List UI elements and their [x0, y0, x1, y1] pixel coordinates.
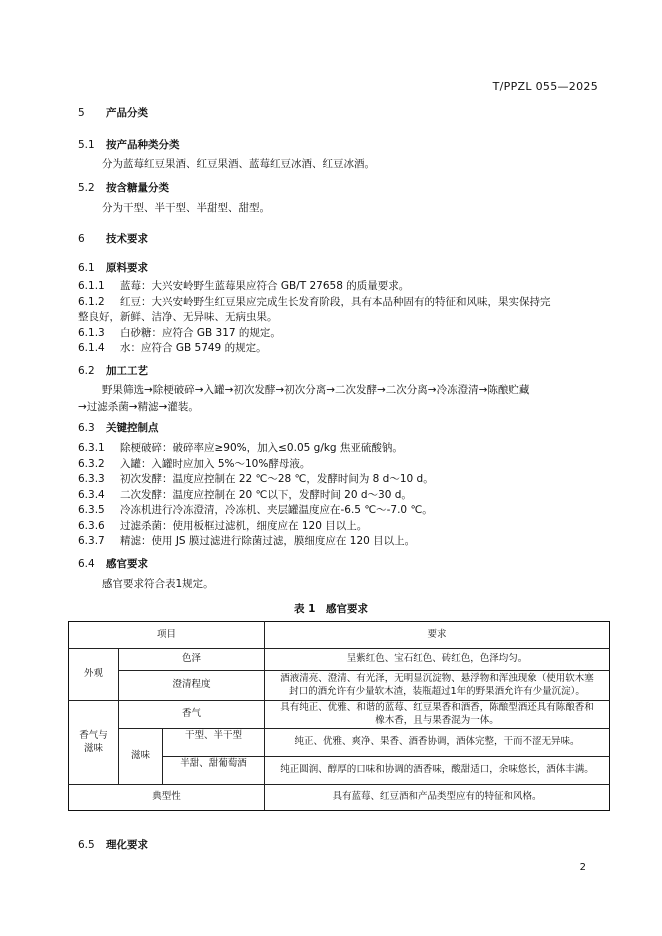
section-6-2-heading	[78, 364, 148, 378]
clause-text: 入罐：入罐时应加入 5%～10%酵母液。	[120, 458, 311, 470]
clause-text: 除梗破碎：破碎率应≥90%，加入≤0.05 g/kg 焦亚硫酸钠。	[120, 442, 403, 454]
clause-number: 6.3.6	[78, 520, 105, 532]
clause-text: 白砂糖：应符合 GB 317 的规定。	[120, 327, 281, 339]
section-title: 感官要求	[106, 558, 148, 570]
section-6-4-heading	[78, 557, 148, 571]
section-title: 加工工艺	[106, 365, 148, 377]
clause-text: 冷冻机进行冷冻澄清，冷冻机、夹层罐温度应在-6.5 ℃～-7.0 ℃。	[120, 504, 433, 516]
clause-6-3-2	[78, 457, 310, 471]
page-number: 2	[579, 862, 586, 873]
clause-6-3-1	[78, 441, 403, 455]
typicity-cell: 典型性	[69, 785, 265, 811]
clause-number: 6.3.7	[78, 535, 105, 547]
table-row	[69, 649, 610, 671]
aroma-taste-cell	[69, 701, 119, 785]
section-title: 理化要求	[106, 839, 148, 851]
clause-number: 6.3.3	[78, 473, 105, 485]
aroma-requirement-cell	[265, 701, 610, 729]
section-title: 产品分类	[106, 107, 148, 119]
section-title: 技术要求	[106, 233, 148, 245]
section-title: 按含糖量分类	[106, 182, 169, 194]
clause-text: 精滤：使用 JS 膜过滤进行除菌过滤，膜细度应在 120 目以上。	[120, 535, 416, 547]
clarity-requirement-cell	[265, 671, 610, 701]
clause-6-3-4	[78, 488, 412, 502]
section-number: 5	[78, 107, 85, 119]
clause-number: 6.1.3	[78, 327, 105, 339]
section-number: 6.3	[78, 422, 95, 434]
section-5-heading	[78, 106, 148, 120]
clause-6-1-2-continuation: 整良好，新鲜、洁净、无异味、无病虫果。	[78, 311, 278, 323]
sensory-requirements-table	[68, 621, 610, 811]
clause-6-3-7	[78, 534, 415, 548]
header-item: 项目	[69, 622, 265, 649]
section-title: 按产品种类分类	[106, 139, 180, 151]
document-code: T/PPZL 055—2025	[492, 80, 598, 93]
section-title: 原料要求	[106, 262, 148, 274]
typicity-requirement-cell: 具有蓝莓、红豆酒和产品类型应有的特征和风格。	[265, 785, 610, 811]
clause-text: 红豆：大兴安岭野生红豆果应完成生长发育阶段，具有本品种固有的特征和风味，果实保持完	[120, 296, 551, 308]
clause-6-3-3	[78, 472, 434, 486]
color-requirement-cell: 呈紫红色、宝石红色、砖红色，色泽均匀。	[265, 649, 610, 671]
sweet-requirement-cell: 纯正圆润、醇厚的口味和协调的酒香味，酸甜适口，余味悠长，酒体丰满。	[265, 757, 610, 785]
section-5-1-heading	[78, 138, 180, 152]
clause-text: 蓝莓：大兴安岭野生蓝莓果应符合 GB/T 27658 的质量要求。	[120, 280, 410, 292]
section-number: 6.1	[78, 262, 95, 274]
clause-number: 6.3.4	[78, 489, 105, 501]
dry-type-cell: 干型、半干型	[163, 729, 265, 757]
requirement-line: 具有纯正、优雅、和谐的蓝莓、红豆果香和酒香，陈酿型酒还具有陈酿香和	[280, 702, 594, 713]
section-number: 6.5	[78, 839, 95, 851]
clause-number: 6.1.2	[78, 296, 105, 308]
section-number: 5.1	[78, 139, 95, 151]
clause-text: 二次发酵：温度应控制在 20 ℃以下，发酵时间 20 d～30 d。	[120, 489, 412, 501]
sweet-type-cell: 半甜、甜葡萄酒	[163, 757, 265, 785]
header-requirement: 要求	[265, 622, 610, 649]
section-6-5-heading	[78, 838, 148, 852]
section-number: 6.4	[78, 558, 95, 570]
section-number: 6.2	[78, 365, 95, 377]
table-row	[69, 701, 610, 729]
clause-6-3-6	[78, 519, 367, 533]
clause-6-1-3	[78, 326, 281, 340]
clause-text: 过滤杀菌：使用板框过滤机，细度应在 120 目以上。	[120, 520, 368, 532]
section-6-4-text: 感官要求符合表1规定。	[102, 578, 214, 590]
requirement-line: 封口的酒允许有少量软木渣，装瓶超过1年的野果酒允许有少量沉淀）。	[289, 685, 585, 697]
clause-number: 6.3.1	[78, 442, 105, 454]
aroma-cell: 香气	[119, 701, 265, 729]
taste-cell: 滋味	[119, 729, 163, 785]
clause-text: 初次发酵：温度应控制在 22 ℃～28 ℃，发酵时间为 8 d～10 d。	[120, 473, 434, 485]
requirement-line: 橡木香，且与果香混为一体。	[375, 714, 499, 726]
table-row	[69, 729, 610, 757]
clarity-cell: 澄清程度	[119, 671, 265, 701]
section-5-2-heading	[78, 181, 169, 195]
clause-6-1-4	[78, 341, 267, 355]
aroma-taste-label-line: 滋味	[83, 742, 103, 754]
clause-number: 6.1.1	[78, 280, 105, 292]
section-6-heading	[78, 232, 148, 246]
section-5-1-text: 分为蓝莓红豆果酒、红豆果酒、蓝莓红豆冰酒、红豆冰酒。	[102, 158, 375, 170]
clause-6-1-1	[78, 279, 409, 293]
dry-requirement-cell: 纯正、优雅、爽净、果香、酒香协调，酒体完整，干而不涩无异味。	[265, 729, 610, 757]
section-number: 6	[78, 233, 85, 245]
table-row	[69, 785, 610, 811]
clause-number: 6.1.4	[78, 342, 105, 354]
process-flow-line-2: →过滤杀菌→精滤→灌装。	[78, 401, 199, 413]
table-1-title: 表 1 感官要求	[294, 603, 368, 615]
process-flow-line-1: 野果筛选→除梗破碎→入罐→初次发酵→初次分离→二次发酵→二次分离→冷冻澄清→陈酿贮藏	[102, 384, 530, 396]
aroma-taste-label-line: 香气与	[79, 730, 108, 741]
clause-text: 水：应符合 GB 5749 的规定。	[120, 342, 267, 354]
requirement-line: 酒液清亮、澄清、有光泽，无明显沉淀物、悬浮物和浑浊现象（使用软木塞	[280, 673, 594, 684]
section-number: 5.2	[78, 182, 95, 194]
section-title: 关键控制点	[106, 422, 159, 434]
section-6-3-heading	[78, 421, 159, 435]
clause-6-3-5	[78, 503, 433, 517]
section-6-1-heading	[78, 261, 148, 275]
color-cell: 色泽	[119, 649, 265, 671]
clause-number: 6.3.5	[78, 504, 105, 516]
clause-6-1-2	[78, 295, 551, 309]
appearance-cell: 外观	[69, 649, 119, 701]
table-row	[69, 671, 610, 701]
table-header-row	[69, 622, 610, 649]
clause-number: 6.3.2	[78, 458, 105, 470]
section-5-2-text: 分为干型、半干型、半甜型、甜型。	[102, 202, 270, 214]
